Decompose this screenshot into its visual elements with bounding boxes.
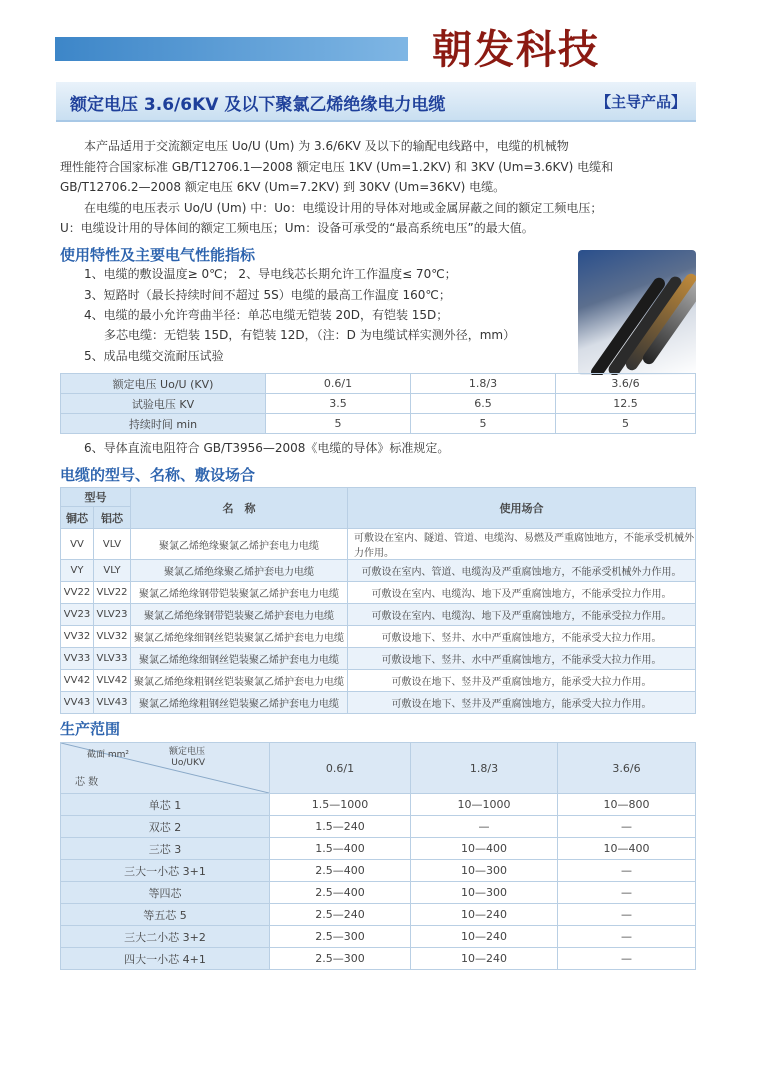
table-cell: 可敷设在室内、电缆沟、地下及严重腐蚀地方，不能承受拉力作用。 [348, 582, 696, 604]
feature-item: 6、导体直流电阻符合 GB/T3956—2008《电缆的导体》标准规定。 [84, 441, 450, 455]
table-header-row [61, 488, 696, 507]
section-heading-range: 生产范围 [60, 720, 121, 738]
table-cell: 3.6/6 [556, 374, 696, 394]
header-name: 名 称 [131, 488, 348, 529]
table-row [61, 904, 696, 926]
table-row [61, 882, 696, 904]
table-cell: 等五芯 5 [61, 904, 270, 926]
table-cell: 0.6/1 [266, 374, 411, 394]
table-row [61, 948, 696, 970]
table-row [61, 648, 696, 670]
table-cell: 10—800 [558, 794, 696, 816]
table-row [61, 860, 696, 882]
table-cell: 聚氯乙烯绝缘粗钢丝铠装聚氯乙烯护套电力电缆 [131, 670, 348, 692]
intro-paragraph [60, 136, 696, 239]
header-model: 型号 [61, 488, 131, 507]
table-cell: 聚氯乙烯绝缘粗钢丝铠装聚乙烯护套电力电缆 [131, 692, 348, 714]
table-cell: 等四芯 [61, 882, 270, 904]
table-row [61, 560, 696, 582]
table-cell: — [558, 816, 696, 838]
table-cell: VLV23 [94, 604, 131, 626]
table-header-row [61, 743, 696, 794]
table-cell: VLV43 [94, 692, 131, 714]
table-cell: — [558, 926, 696, 948]
table-cell: 10—300 [411, 882, 558, 904]
table-cell: 聚氯乙烯绝缘钢带铠装聚乙烯护套电力电缆 [131, 604, 348, 626]
table-cell: 2.5—400 [270, 882, 411, 904]
table-cell: 10—400 [411, 838, 558, 860]
table-cell: VLV33 [94, 648, 131, 670]
feature-item: 多芯电缆：无铠装 15D，有铠装 12D，（注：D 为电缆试样实测外径，mm） [104, 328, 516, 342]
table-cell: VV32 [61, 626, 94, 648]
feature-item: 1、电缆的敷设温度≥ 0℃； 2、导电线芯长期允许工作温度≤ 70℃； [84, 267, 457, 281]
table-cell: — [558, 904, 696, 926]
table-cell: VV23 [61, 604, 94, 626]
table-cell: 1.5—400 [270, 838, 411, 860]
table-row [61, 670, 696, 692]
table-cell: VY [61, 560, 94, 582]
table-cell: 额定电压 Uo/U (KV) [61, 374, 266, 394]
table-cell: — [558, 882, 696, 904]
table-row [61, 794, 696, 816]
section-heading-models: 电缆的型号、名称、敷设场合 [60, 466, 256, 484]
header-al: 铝芯 [94, 507, 131, 529]
table-cell: VV33 [61, 648, 94, 670]
title-banner [56, 82, 696, 122]
table-row [61, 838, 696, 860]
table-cell: VV [61, 529, 94, 560]
table-cell: 可敷设地下、竖井、水中严重腐蚀地方，不能承受大拉力作用。 [348, 626, 696, 648]
table-row [61, 529, 696, 560]
table-cell: 聚氯乙烯绝缘聚乙烯护套电力电缆 [131, 560, 348, 582]
feature-item: 5、成品电缆交流耐压试验 [84, 349, 224, 363]
table-cell: 3.5 [266, 394, 411, 414]
table-cell: 6.5 [411, 394, 556, 414]
model-table [60, 487, 696, 714]
table-row [61, 582, 696, 604]
corner-cores-label: 芯 数 [75, 777, 99, 788]
table-cell: — [558, 948, 696, 970]
table-cell: 可敷设在室内、管道、电缆沟及严重腐蚀地方，不能承受机械外力作用。 [348, 560, 696, 582]
header-cu: 铜芯 [61, 507, 94, 529]
table-cell: 1.5—240 [270, 816, 411, 838]
table-cell: VV42 [61, 670, 94, 692]
table-row [61, 414, 696, 434]
table-cell: 三芯 3 [61, 838, 270, 860]
table-cell: 可敷设在地下、竖井及严重腐蚀地方，能承受大拉力作用。 [348, 692, 696, 714]
corner-cell [61, 743, 270, 794]
table-cell: 10—240 [411, 948, 558, 970]
product-tag: 【主导产品】 [595, 93, 686, 111]
table-cell: 可敷设地下、竖井、水中严重腐蚀地方，不能承受大拉力作用。 [348, 648, 696, 670]
intro-line: GB/T12706.2—2008 额定电压 6KV (Um=7.2KV) 到 30KV (Um=36KV) 电缆。 [60, 180, 506, 194]
table-cell: 10—240 [411, 904, 558, 926]
table-row [61, 692, 696, 714]
table-cell: 单芯 1 [61, 794, 270, 816]
table-cell: 2.5—400 [270, 860, 411, 882]
table-cell: 可敷设在地下、竖井及严重腐蚀地方，能承受大拉力作用。 [348, 670, 696, 692]
table-cell: — [558, 860, 696, 882]
table-cell: 三大一小芯 3+1 [61, 860, 270, 882]
table-cell: 四大一小芯 4+1 [61, 948, 270, 970]
intro-line: 在电缆的电压表示 Uo/U (Um) 中：Uo：电缆设计用的导体对地或金属屏蔽之间的额定工频电压； [84, 200, 603, 215]
table-cell: 1.8/3 [411, 374, 556, 394]
table-cell: 三大二小芯 3+2 [61, 926, 270, 948]
intro-line: 本产品适用于交流额定电压 Uo/U (Um) 为 3.6/6KV 及以下的输配电线路中，电缆的机械物 [84, 139, 569, 153]
cable-product-photo [578, 250, 696, 375]
table-cell: 持续时间 min [61, 414, 266, 434]
table-row [61, 926, 696, 948]
table-cell: 聚氯乙烯绝缘细钢丝铠装聚氯乙烯护套电力电缆 [131, 626, 348, 648]
corner-voltage-label: 额定电压 Uo/UKV [169, 747, 206, 768]
table-cell: 试验电压 KV [61, 394, 266, 414]
brand-logo: 朝发科技 [432, 26, 600, 73]
table-cell: VLV42 [94, 670, 131, 692]
section-heading-features: 使用特性及主要电气性能指标 [60, 246, 256, 264]
table-cell: 2.5—240 [270, 904, 411, 926]
table-cell: 10—300 [411, 860, 558, 882]
table-cell: 2.5—300 [270, 926, 411, 948]
table-cell: VLV [94, 529, 131, 560]
intro-line: 理性能符合国家标准 GB/T12706.1—2008 额定电压 1KV (Um=1.2KV) 和 3KV (Um=3.6KV) 电缆和 [60, 159, 614, 174]
table-cell: 双芯 2 [61, 816, 270, 838]
table-cell: 10—240 [411, 926, 558, 948]
table-cell: 12.5 [556, 394, 696, 414]
table-cell: 1.5—1000 [270, 794, 411, 816]
table-cell: VV22 [61, 582, 94, 604]
table-cell: 可敷设在室内、隧道、管道、电缆沟、易燃及严重腐蚀地方，不能承受机械外力作用。 [348, 529, 696, 560]
table-cell: 聚氯乙烯绝缘细钢丝铠装聚乙烯护套电力电缆 [131, 648, 348, 670]
table-cell: 5 [411, 414, 556, 434]
table-cell: VV43 [61, 692, 94, 714]
header-voltage: 3.6/6 [558, 743, 696, 794]
production-range-table [60, 742, 696, 970]
table-cell: 可敷设在室内、电缆沟、地下及严重腐蚀地方，不能承受拉力作用。 [348, 604, 696, 626]
table-row [61, 626, 696, 648]
table-cell: 10—1000 [411, 794, 558, 816]
intro-line: U：电缆设计用的导体间的额定工频电压；Um：设备可承受的“最高系统电压”的最大值。 [60, 221, 534, 235]
table-cell: VLY [94, 560, 131, 582]
table-row [61, 374, 696, 394]
feature-item: 3、短路时（最长持续时间不超过 5S）电缆的最高工作温度 160℃； [84, 288, 451, 302]
table-row [61, 604, 696, 626]
header-accent-bar [55, 37, 408, 61]
header-voltage: 0.6/1 [270, 743, 411, 794]
table-cell: 聚氯乙烯绝缘钢带铠装聚氯乙烯护套电力电缆 [131, 582, 348, 604]
table-cell: 5 [556, 414, 696, 434]
feature-item: 4、电缆的最小允许弯曲半径：单芯电缆无铠装 20D，有铠装 15D； [84, 308, 449, 322]
ac-voltage-test-table [60, 373, 696, 434]
corner-section-label: 截面 mm² [87, 750, 130, 760]
header-voltage: 1.8/3 [411, 743, 558, 794]
header-use: 使用场合 [348, 488, 696, 529]
table-cell: 5 [266, 414, 411, 434]
table-cell: VLV32 [94, 626, 131, 648]
table-cell: 2.5—300 [270, 948, 411, 970]
table-cell: 聚氯乙烯绝缘聚氯乙烯护套电力电缆 [131, 529, 348, 560]
page-title: 额定电压 3.6/6KV 及以下聚氯乙烯绝缘电力电缆 [70, 95, 446, 115]
table-cell: — [411, 816, 558, 838]
table-row [61, 816, 696, 838]
table-row [61, 394, 696, 414]
table-cell: 10—400 [558, 838, 696, 860]
table-cell: VLV22 [94, 582, 131, 604]
